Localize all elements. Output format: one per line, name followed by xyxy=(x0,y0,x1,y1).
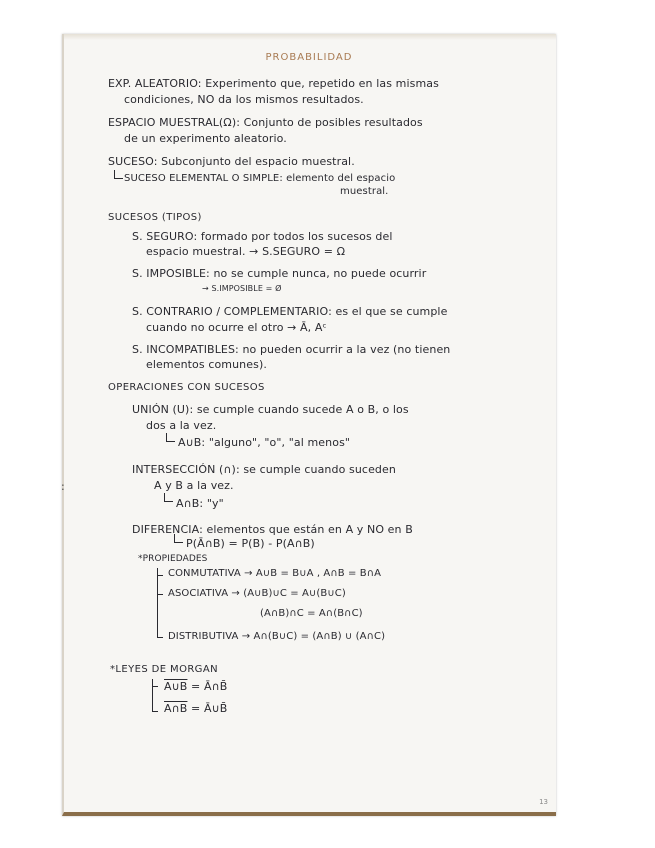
sub-arrow-icon xyxy=(174,534,183,543)
diferencia-formula: P(Ā∩B) = P(B) - P(A∩B) xyxy=(186,537,315,550)
notebook-page xyxy=(62,34,556,816)
bracket-tick xyxy=(157,637,163,638)
morgan-heading: *LEYES DE MORGAN xyxy=(110,664,218,675)
bracket-tick xyxy=(157,575,163,576)
exp-aleatorio-line-2: condiciones, NO da los mismos resultados. xyxy=(124,93,364,106)
union-line-1: UNIÓN (U): se cumple cuando sucede A o B, o los xyxy=(132,403,409,416)
asociativa-line-2: (A∩B)∩C = A∩(B∩C) xyxy=(260,608,363,619)
imposible-line-1: S. IMPOSIBLE: no se cumple nunca, no puede ocurrir xyxy=(132,267,427,280)
page-title: PROBABILIDAD xyxy=(265,52,353,63)
morgan-law-2 xyxy=(164,702,227,715)
propiedades-bracket xyxy=(157,568,158,638)
espacio-muestral-line-1: ESPACIO MUESTRAL(Ω): Conjunto de posibles resultados xyxy=(108,116,423,129)
suceso-elemental-line-1: SUCESO ELEMENTAL O SIMPLE: elemento del espacio xyxy=(124,173,396,184)
contrario-line-2: cuando no ocurre el otro → Ā, Aᶜ xyxy=(146,321,327,334)
imposible-line-2: → S.IMPOSIBLE = Ø xyxy=(202,284,282,293)
bracket-tick xyxy=(152,711,158,712)
seguro-line-1: S. SEGURO: formado por todos los sucesos del xyxy=(132,230,393,243)
interseccion-line-1: INTERSECCIÓN (∩): se cumple cuando suceden xyxy=(132,463,396,476)
incompatibles-line-2: elementos comunes). xyxy=(146,358,267,371)
morgan-law-1 xyxy=(164,680,227,693)
propiedades-heading: *PROPIEDADES xyxy=(138,554,208,564)
contrario-line-1: S. CONTRARIO / COMPLEMENTARIO: es el que se cumple xyxy=(132,305,448,318)
sub-arrow-icon xyxy=(114,170,123,179)
conmutativa: CONMUTATIVA → A∪B = B∪A , A∩B = B∩A xyxy=(168,568,382,579)
seguro-line-2: espacio muestral. → S.SEGURO = Ω xyxy=(146,245,346,258)
incompatibles-line-1: S. INCOMPATIBLES: no pueden ocurrir a la vez (no tienen xyxy=(132,343,451,356)
interseccion-meaning: A∩B: "y" xyxy=(176,497,224,510)
morgan-law-2-lhs: A∩B xyxy=(164,702,188,715)
asociativa-line-1: ASOCIATIVA → (A∪B)∪C = A∪(B∪C) xyxy=(168,588,346,599)
union-line-2: dos a la vez. xyxy=(146,419,217,432)
page-number: 13 xyxy=(539,798,548,806)
union-meaning: A∪B: "alguno", "o", "al menos" xyxy=(178,436,351,449)
bracket-tick xyxy=(152,686,158,687)
morgan-law-2-rhs: = Ā∪B̄ xyxy=(191,702,228,715)
sucesos-tipos-heading: SUCESOS (TIPOS) xyxy=(108,212,202,223)
bracket-tick xyxy=(157,594,163,595)
operaciones-heading: OPERACIONES CON SUCESOS xyxy=(108,382,265,393)
sub-arrow-icon xyxy=(164,493,173,502)
sub-arrow-icon xyxy=(166,433,175,442)
morgan-bracket xyxy=(152,679,153,712)
interseccion-line-2: A y B a la vez. xyxy=(154,479,234,492)
margin-mark: : xyxy=(61,480,65,493)
diferencia-line-1: DIFERENCIA: elementos que están en A y NO en B xyxy=(132,523,413,536)
morgan-law-1-lhs: A∪B xyxy=(164,680,188,693)
espacio-muestral-line-2: de un experimento aleatorio. xyxy=(124,132,287,145)
suceso-definition: SUCESO: Subconjunto del espacio muestral. xyxy=(108,155,355,168)
morgan-law-1-rhs: = Ā∩B̄ xyxy=(191,680,228,693)
distributiva: DISTRIBUTIVA → A∩(B∪C) = (A∩B) ∪ (A∩C) xyxy=(168,631,386,642)
page-top-edge xyxy=(64,34,556,40)
exp-aleatorio-line-1: EXP. ALEATORIO: Experimento que, repetido en las mismas xyxy=(108,77,439,90)
suceso-elemental-line-2: muestral. xyxy=(340,186,389,197)
